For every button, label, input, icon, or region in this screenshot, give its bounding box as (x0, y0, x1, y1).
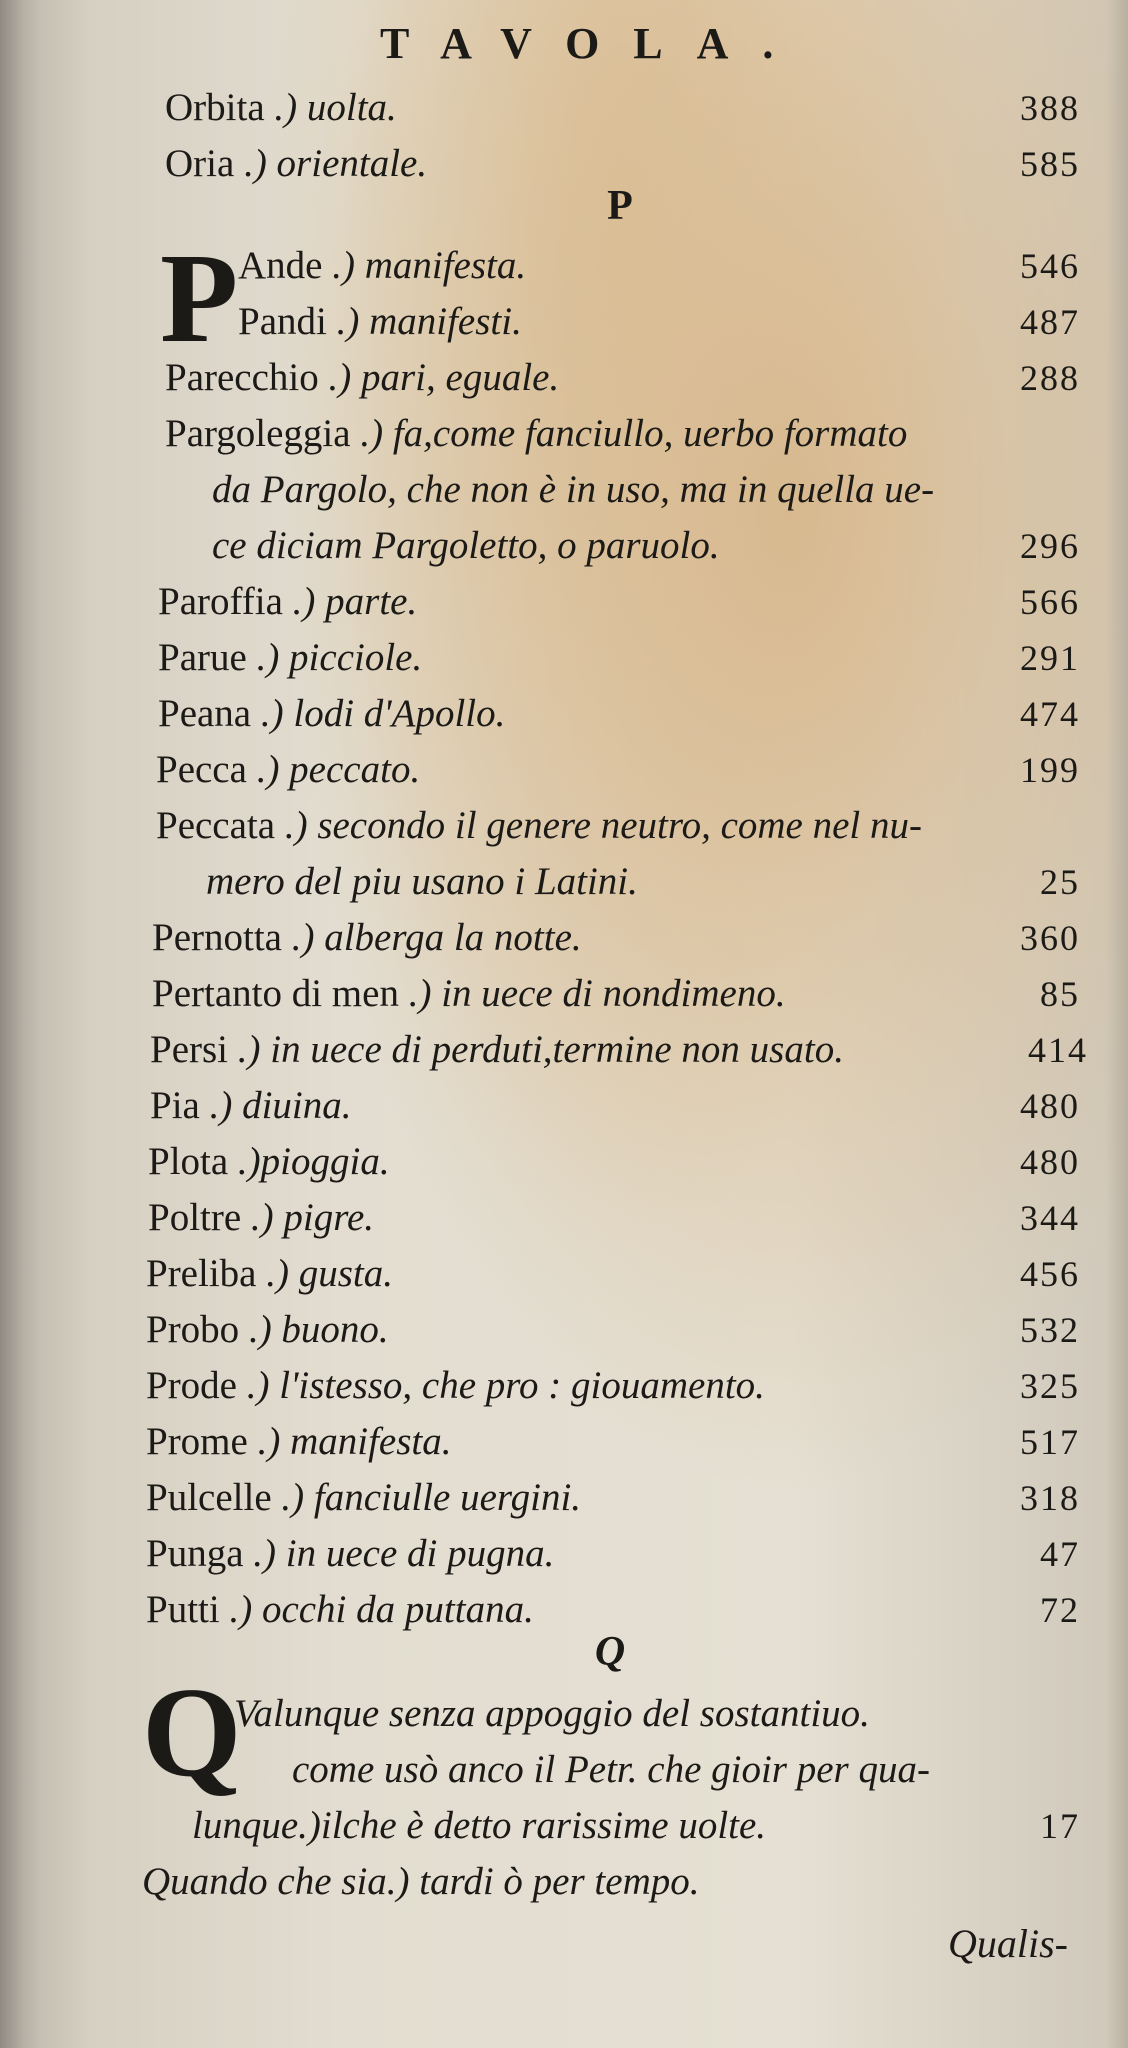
entry-page: 47 (1040, 1534, 1080, 1574)
entry-gloss: .) parte. (292, 580, 418, 623)
entry-continuation-row (206, 854, 1080, 910)
section-q-row (192, 1798, 1080, 1854)
entry-gloss: .) in uece di pugna. (253, 1532, 555, 1575)
entry-gloss: .) in uece di perduti,termine non usato. (237, 1028, 844, 1071)
entry-head: Pernotta (152, 916, 282, 959)
entry-page: 388 (1020, 88, 1080, 128)
entry-gloss: .) buono. (248, 1308, 389, 1351)
entry-page: 72 (1040, 1590, 1080, 1630)
entry-head: Putti (146, 1588, 220, 1631)
entry-gloss: .) lodi d'Apollo. (260, 692, 506, 735)
index-entry (146, 1526, 1080, 1582)
section-q-line: lunque.)ilche è detto rarissime uolte. (192, 1804, 767, 1847)
index-entry (156, 798, 1080, 854)
entry-gloss: .) manifesta. (332, 244, 527, 287)
section-q-line: come usò anco il Petr. che gioir per qua- (292, 1748, 930, 1791)
entry-head: Parue (158, 636, 247, 679)
dropcap-q: Q (142, 1661, 242, 1803)
entry-gloss: .) peccato. (256, 748, 421, 791)
index-entry (165, 350, 1080, 406)
entry-page: 566 (1020, 582, 1080, 622)
dropcap-p: P (160, 227, 239, 369)
index-entry (165, 406, 1080, 462)
entry-page: 17 (1040, 1806, 1080, 1846)
index-entry (150, 1078, 1080, 1134)
entry-gloss: .) pigre. (250, 1196, 375, 1239)
entry-page: 480 (1020, 1142, 1080, 1182)
index-entry (148, 1190, 1080, 1246)
entry-gloss: .) manifesti. (336, 300, 522, 343)
entry-head: Persi (150, 1028, 228, 1071)
entry-page: 456 (1020, 1254, 1080, 1294)
entry-head: Oria (165, 142, 235, 185)
entry-head: Pia (150, 1084, 200, 1127)
entry-page: 546 (1020, 246, 1080, 286)
entry-head: Plota (148, 1140, 229, 1183)
entry-continuation-row (212, 518, 1080, 574)
entry-head: Pertanto di men (152, 972, 399, 1015)
catchword: Qualis- (948, 1921, 1068, 1966)
entry-head: Prome (146, 1420, 248, 1463)
entry-head: Poltre (148, 1196, 242, 1239)
entry-page: 480 (1020, 1086, 1080, 1126)
entry-head: Pecca (156, 748, 247, 791)
index-entry (158, 630, 1080, 686)
index-entry (148, 1134, 1080, 1190)
entry-head: Ande (238, 244, 323, 287)
entry-gloss: .) manifesta. (257, 1420, 452, 1463)
entry-gloss: .) uolta. (274, 86, 397, 129)
index-entry (146, 1414, 1080, 1470)
entry-gloss: .) secondo il genere neutro, come nel nu- (284, 804, 922, 847)
entry-page: 487 (1020, 302, 1080, 342)
entry-page: 85 (1040, 974, 1080, 1014)
entry-head: Probo (146, 1308, 240, 1351)
entry-page: 325 (1020, 1366, 1080, 1406)
index-entry (158, 574, 1080, 630)
entry-page: 344 (1020, 1198, 1080, 1238)
entry-gloss: .) alberga la notte. (291, 916, 582, 959)
entry-head: Preliba (146, 1252, 257, 1295)
entry-page: 474 (1020, 694, 1080, 734)
entry-page: 532 (1020, 1310, 1080, 1350)
entry-head: Pargoleggia (165, 412, 351, 455)
entry-gloss: .) fa,come fanciullo, uerbo formato (360, 412, 908, 455)
index-entry (152, 966, 1080, 1022)
entry-page: 25 (1040, 862, 1080, 902)
entry-gloss: .) pari, eguale. (328, 356, 560, 399)
entry-head: Peccata (156, 804, 276, 847)
index-entry (165, 80, 1080, 136)
entry-head: Prode (146, 1364, 237, 1407)
index-entry (238, 294, 1080, 350)
entry-gloss: .) gusta. (266, 1252, 393, 1295)
index-entry (156, 742, 1080, 798)
running-head: TAVOLA. (380, 19, 808, 68)
index-entry (146, 1302, 1080, 1358)
entry-page: 199 (1020, 750, 1080, 790)
entry-gloss: .)pioggia. (237, 1140, 390, 1183)
entry-page: 296 (1020, 526, 1080, 566)
entry-gloss: .) diuina. (209, 1084, 352, 1127)
entry-continuation: ce diciam Pargoletto, o paruolo. (212, 524, 720, 567)
entry-gloss: .) orientale. (244, 142, 428, 185)
entry-gloss: .) picciole. (256, 636, 423, 679)
entry-gloss: .) l'istesso, che pro : giouamento. (246, 1364, 765, 1407)
entry-continuation: da Pargolo, che non è in uso, ma in quella ue- (212, 468, 935, 511)
entry-head: Pulcelle (146, 1476, 272, 1519)
index-entry (152, 910, 1080, 966)
entry-page: 291 (1020, 638, 1080, 678)
entry-page: 585 (1020, 144, 1080, 184)
section-letter-q: Q (594, 1629, 626, 1675)
entry-gloss: .) occhi da puttana. (229, 1588, 534, 1631)
entry-gloss: .) in uece di nondimeno. (408, 972, 786, 1015)
book-spine-shadow (0, 0, 40, 2048)
section-letter-p: P (607, 183, 633, 229)
entry-continuation: mero del piu usano i Latini. (206, 860, 638, 903)
entry-head: Pandi (238, 300, 327, 343)
entry-head: Paroffia (158, 580, 283, 623)
entry-page: 318 (1020, 1478, 1080, 1518)
section-q-line: Quando che sia.) tardi ò per tempo. (142, 1860, 700, 1903)
index-entry (146, 1246, 1080, 1302)
entry-head: Orbita (165, 86, 265, 129)
entry-page: 288 (1020, 358, 1080, 398)
entry-head: Peana (158, 692, 252, 735)
entry-page: 517 (1020, 1422, 1080, 1462)
index-entry (146, 1358, 1080, 1414)
page-edge-shadow (1106, 0, 1128, 2048)
index-entry (146, 1470, 1080, 1526)
entry-head: Parecchio (165, 356, 319, 399)
index-entry (238, 238, 1080, 294)
entry-page: 360 (1020, 918, 1080, 958)
index-entry (150, 1022, 1088, 1078)
entry-head: Punga (146, 1532, 244, 1575)
index-entry (158, 686, 1080, 742)
entry-gloss: .) fanciulle uergini. (281, 1476, 582, 1519)
entry-page: 414 (1028, 1030, 1088, 1070)
section-q-line: Valunque senza appoggio del sostantiuo. (234, 1692, 870, 1735)
